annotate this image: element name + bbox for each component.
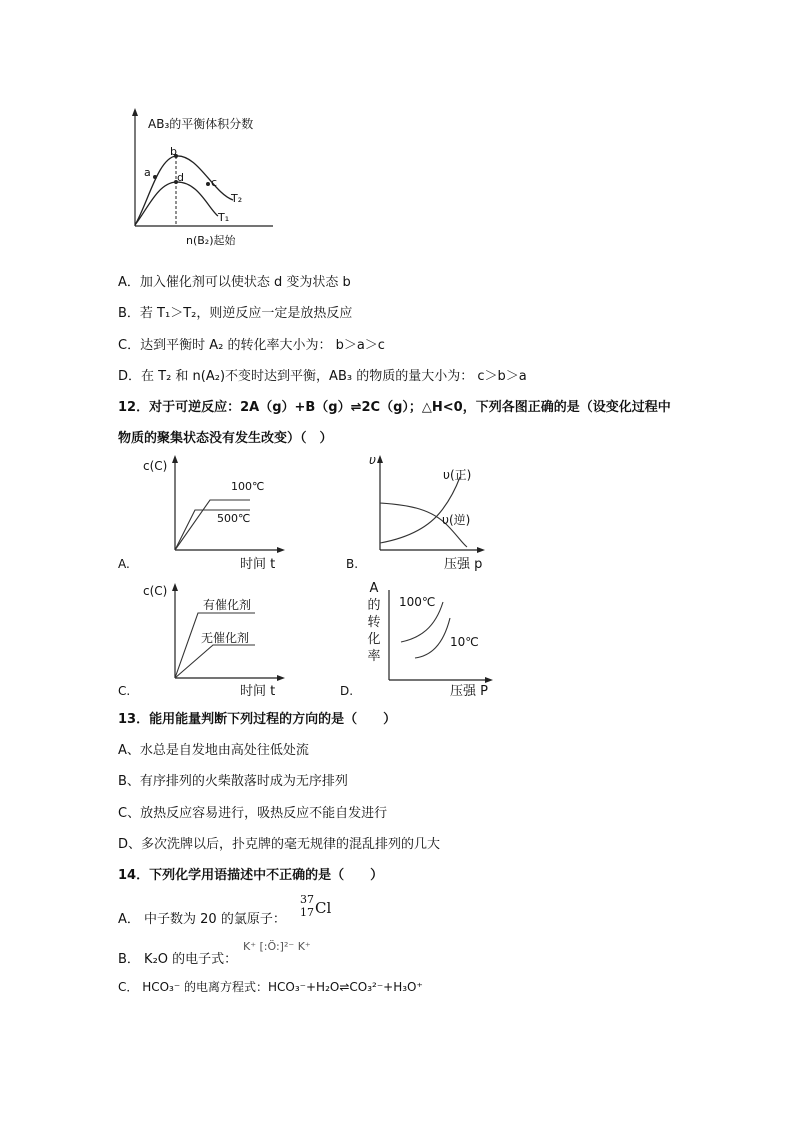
fig-d-ylabel	[366, 580, 382, 665]
q14-option-c: C． HCO₃⁻ 的电离方程式：HCO₃⁻+H₂O⇌CO₃²⁻+H₃O⁺	[118, 980, 423, 994]
fig-d-curve1: 100℃	[399, 595, 436, 609]
curve-label-t2: T₂	[231, 192, 243, 205]
fig-c-ylabel: c(C)	[143, 584, 168, 598]
fig-a-ylabel: c(C)	[143, 459, 168, 473]
fig-d-ylabel-5: 率	[367, 649, 381, 664]
fig-c-option: C.	[118, 684, 131, 698]
point-label-a: a	[144, 166, 151, 179]
fig-d-ylabel-1: A	[369, 581, 379, 596]
q12-stem-line1: 12．对于可逆反应：2A（g）+B（g）⇌2C（g）；△H<0，下列各图正确的是（设变化过程中	[118, 400, 671, 415]
point-label-c: c	[211, 176, 218, 189]
q13-option-a: A、水总是自发地由高处往低处流	[118, 743, 309, 758]
q11-option-a: A．加入催化剂可以使状态 d 变为状态 b	[118, 275, 351, 290]
fig-b-option: B.	[346, 557, 359, 571]
fig-d-curve2: 10℃	[450, 635, 479, 649]
fig-b-ylabel: υ	[369, 453, 376, 467]
chart-xlabel: n(B₂)起始	[186, 234, 236, 247]
fig-b-xlabel: 压强 p	[444, 557, 483, 572]
fig-a-option: A.	[118, 557, 130, 571]
q11-option-d: D．在 T₂ 和 n(A₂)不变时达到平衡，AB₃ 的物质的量大小为： c＞b＞a	[118, 369, 527, 384]
fig-d-xlabel: 压强 P	[450, 684, 488, 699]
fig-b-curve2: υ(逆)	[442, 513, 471, 527]
q14-option-a: A． 中子数为 20 的氯原子：	[118, 912, 286, 927]
fig-c-xlabel: 时间 t	[240, 684, 276, 699]
isotope-atomic-number: 17	[300, 906, 314, 919]
q11-option-b: B．若 T₁＞T₂，则逆反应一定是放热反应	[118, 306, 353, 321]
point-c	[206, 182, 210, 186]
q12-figure-a	[165, 455, 285, 555]
fig-a-curve1: 100℃	[231, 480, 265, 493]
q13-option-c: C、放热反应容易进行，吸热反应不能自发进行	[118, 806, 388, 821]
q13-stem: 13．能用能量判断下列过程的方向的是（ ）	[118, 712, 397, 727]
fig-d-ylabel-3: 转	[367, 615, 381, 630]
point-label-d: d	[177, 171, 184, 184]
q14-option-b: B． K₂O 的电子式：	[118, 952, 238, 967]
fig-d-option: D.	[340, 684, 354, 698]
fig-a-xlabel: 时间 t	[240, 557, 276, 572]
isotope-mass-number: 37	[300, 893, 314, 906]
point-label-b: b	[170, 145, 177, 158]
fig-c-curve2: 无催化剂	[201, 631, 250, 645]
q11-option-c: C．达到平衡时 A₂ 的转化率大小为： b＞a＞c	[118, 338, 385, 353]
q13-option-b: B、有序排列的火柴散落时成为无序排列	[118, 774, 348, 789]
isotope-symbol: Cl	[315, 899, 332, 917]
curve-label-t1: T₁	[218, 211, 230, 224]
q14-stem: 14．下列化学用语描述中不正确的是（ ）	[118, 868, 384, 883]
fig-c-curve1: 有催化剂	[203, 598, 252, 612]
fig-b-curve1: υ(正)	[443, 468, 472, 482]
fig-d-ylabel-4: 化	[367, 632, 381, 647]
point-a	[153, 175, 157, 179]
q12-stem-line2: 物质的聚集状态没有发生改变）（ ）	[118, 431, 333, 446]
q13-option-d: D、多次洗牌以后，扑克牌的毫无规律的混乱排列的几大	[118, 837, 441, 852]
fig-d-ylabel-2: 的	[367, 598, 381, 613]
chart-ylabel: AB₃的平衡体积分数	[148, 117, 254, 131]
k2o-electron-formula: K⁺ [:Ö:]²⁻ K⁺	[243, 940, 311, 953]
fig-a-curve2: 500℃	[217, 512, 251, 525]
q12-figure-b	[372, 455, 492, 555]
